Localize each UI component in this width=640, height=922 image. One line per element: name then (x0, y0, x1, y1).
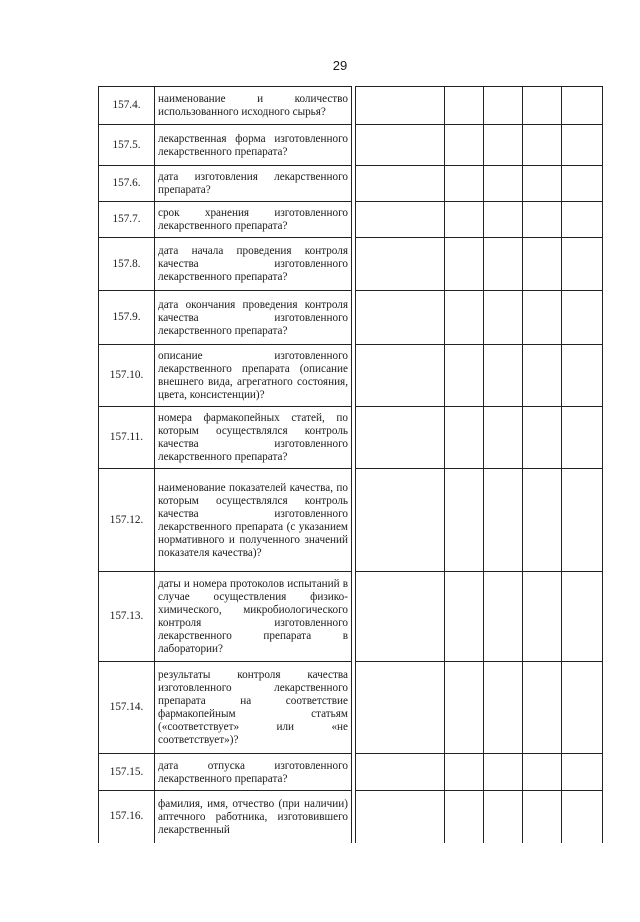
question-text: наименование показателей качества, по которым осуществлялся контроль качества изготовленного лекарственного препарата (с указанием нормативного и полученного значений показателя качества)? (155, 469, 352, 572)
answer-cell-5[interactable] (562, 469, 603, 572)
answer-cell-2[interactable] (445, 87, 484, 125)
answer-cell-5[interactable] (562, 238, 603, 291)
question-text: дата отпуска изготовленного лекарственного препарата? (155, 754, 352, 791)
answer-cell-1[interactable] (356, 791, 445, 843)
checklist-body (99, 87, 603, 843)
answer-cell-1[interactable] (356, 754, 445, 791)
page-number: 29 (332, 58, 348, 73)
item-number: 157.10. (99, 345, 155, 407)
answer-cell-2[interactable] (445, 469, 484, 572)
answer-cell-4[interactable] (523, 572, 562, 662)
answer-cell-1[interactable] (356, 238, 445, 291)
answer-cell-1[interactable] (356, 572, 445, 662)
answer-cell-5[interactable] (562, 791, 603, 843)
table-row (99, 754, 603, 791)
answer-cell-3[interactable] (484, 291, 523, 345)
answer-cell-4[interactable] (523, 125, 562, 166)
answer-cell-4[interactable] (523, 791, 562, 843)
answer-cell-3[interactable] (484, 202, 523, 238)
answer-cell-2[interactable] (445, 291, 484, 345)
answer-cell-3[interactable] (484, 791, 523, 843)
answer-cell-2[interactable] (445, 662, 484, 754)
answer-cell-4[interactable] (523, 754, 562, 791)
table-row (99, 166, 603, 202)
answer-cell-4[interactable] (523, 166, 562, 202)
checklist-table (98, 86, 603, 843)
item-number: 157.11. (99, 407, 155, 469)
question-text: дата изготовления лекарственного препарата? (155, 166, 352, 202)
question-text: дата начала проведения контроля качества изготовленного лекарственного препарата? (155, 238, 352, 291)
item-number: 157.9. (99, 291, 155, 345)
answer-cell-3[interactable] (484, 345, 523, 407)
answer-cell-4[interactable] (523, 238, 562, 291)
answer-cell-1[interactable] (356, 345, 445, 407)
item-number: 157.13. (99, 572, 155, 662)
answer-cell-3[interactable] (484, 469, 523, 572)
answer-cell-3[interactable] (484, 87, 523, 125)
answer-cell-4[interactable] (523, 662, 562, 754)
answer-cell-4[interactable] (523, 87, 562, 125)
answer-cell-5[interactable] (562, 166, 603, 202)
answer-cell-4[interactable] (523, 469, 562, 572)
item-number: 157.8. (99, 238, 155, 291)
answer-cell-2[interactable] (445, 238, 484, 291)
table-row (99, 87, 603, 125)
table-row (99, 469, 603, 572)
question-text: лекарственная форма изготовленного лекарственного препарата? (155, 125, 352, 166)
answer-cell-4[interactable] (523, 345, 562, 407)
item-number: 157.12. (99, 469, 155, 572)
answer-cell-1[interactable] (356, 469, 445, 572)
answer-cell-2[interactable] (445, 125, 484, 166)
table-row (99, 345, 603, 407)
answer-cell-1[interactable] (356, 291, 445, 345)
table-row (99, 791, 603, 843)
answer-cell-5[interactable] (562, 345, 603, 407)
answer-cell-1[interactable] (356, 87, 445, 125)
table-row (99, 238, 603, 291)
answer-cell-5[interactable] (562, 754, 603, 791)
answer-cell-3[interactable] (484, 166, 523, 202)
answer-cell-2[interactable] (445, 166, 484, 202)
answer-cell-5[interactable] (562, 407, 603, 469)
answer-cell-1[interactable] (356, 166, 445, 202)
answer-cell-3[interactable] (484, 662, 523, 754)
table-row (99, 291, 603, 345)
answer-cell-2[interactable] (445, 345, 484, 407)
question-text: наименование и количество использованного исходного сырья? (155, 87, 352, 125)
answer-cell-3[interactable] (484, 754, 523, 791)
item-number: 157.16. (99, 791, 155, 843)
question-text: фамилия, имя, отчество (при наличии) аптечного работника, изготовившего лекарственный (155, 791, 352, 843)
item-number: 157.15. (99, 754, 155, 791)
answer-cell-1[interactable] (356, 125, 445, 166)
question-text: срок хранения изготовленного лекарственного препарата? (155, 202, 352, 238)
answer-cell-1[interactable] (356, 407, 445, 469)
table-row (99, 202, 603, 238)
table-row (99, 572, 603, 662)
item-number: 157.5. (99, 125, 155, 166)
answer-cell-4[interactable] (523, 291, 562, 345)
table-row (99, 125, 603, 166)
answer-cell-4[interactable] (523, 407, 562, 469)
item-number: 157.7. (99, 202, 155, 238)
item-number: 157.4. (99, 87, 155, 125)
answer-cell-1[interactable] (356, 202, 445, 238)
answer-cell-2[interactable] (445, 754, 484, 791)
answer-cell-5[interactable] (562, 291, 603, 345)
answer-cell-5[interactable] (562, 202, 603, 238)
table-row (99, 407, 603, 469)
item-number: 157.14. (99, 662, 155, 754)
question-text: описание изготовленного лекарственного препарата (описание внешнего вида, агрегатного состояния, цвета, консистенции)? (155, 345, 352, 407)
table-row (99, 662, 603, 754)
question-text: результаты контроля качества изготовленного лекарственного препарата на соответствие фармакопейным статьям («соответствует» или «не соответствует»)? (155, 662, 352, 754)
answer-cell-5[interactable] (562, 125, 603, 166)
answer-cell-2[interactable] (445, 791, 484, 843)
answer-cell-3[interactable] (484, 572, 523, 662)
question-text: дата окончания проведения контроля качества изготовленного лекарственного препарата? (155, 291, 352, 345)
answer-cell-3[interactable] (484, 407, 523, 469)
item-number: 157.6. (99, 166, 155, 202)
answer-cell-3[interactable] (484, 125, 523, 166)
answer-cell-2[interactable] (445, 572, 484, 662)
answer-cell-2[interactable] (445, 407, 484, 469)
answer-cell-3[interactable] (484, 238, 523, 291)
answer-cell-1[interactable] (356, 662, 445, 754)
answer-cell-5[interactable] (562, 662, 603, 754)
answer-cell-5[interactable] (562, 572, 603, 662)
answer-cell-2[interactable] (445, 202, 484, 238)
question-text: номера фармакопейных статей, по которым осуществлялся контроль качества изготовленного лекарственного препарата? (155, 407, 352, 469)
question-text: даты и номера протоколов испытаний в случае осуществления физико-химического, микробиологического контроля изготовленного лекарственного препарата в лаборатории? (155, 572, 352, 662)
answer-cell-5[interactable] (562, 87, 603, 125)
answer-cell-4[interactable] (523, 202, 562, 238)
